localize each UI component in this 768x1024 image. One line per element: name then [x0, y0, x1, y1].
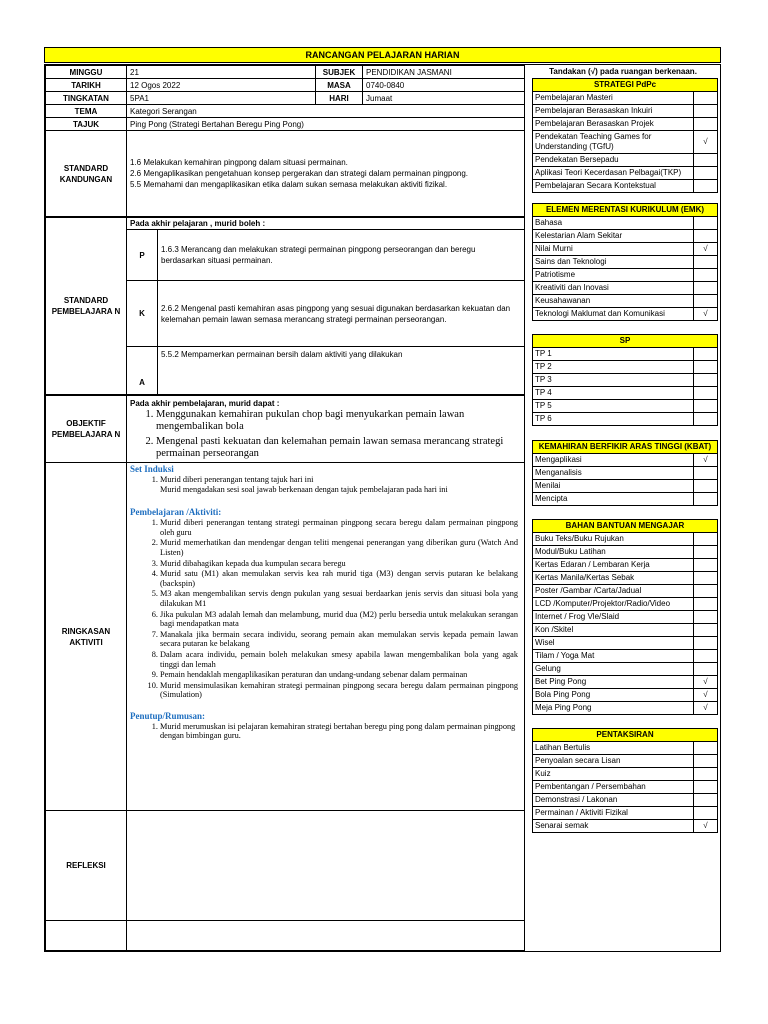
- checklist-item-label: TP 6: [533, 413, 694, 426]
- checklist-row: [533, 663, 718, 676]
- subjek-value: PENDIDIKAN JASMANI: [363, 66, 525, 79]
- checklist-row: [533, 650, 718, 663]
- checkmark-cell[interactable]: [693, 387, 717, 400]
- aktiviti-list: [130, 518, 518, 700]
- ringkasan-label: RINGKASAN AKTIVITI: [46, 463, 127, 811]
- standard-kandungan-text: 1.6 Melakukan kemahiran pingpong dalam situasi permainan. 2.6 Mengaplikasikan pengetahuan konsep pergerakan dan strategi dalam permainan pingpong. 5.5 Memahami dan mengaplikasikan etika dalam sukan semasa melakukan aktiviti fizikal.: [127, 131, 525, 217]
- penutup-item: 1. Murid merumuskan isi pelajaran kemahiran strategi bertahan beregu ping pong dalam permainan pingpong dengan bimbingan guru.: [160, 722, 518, 741]
- checklist-row: [533, 742, 718, 755]
- objektif-label: OBJEKTIF PEMBELAJARA N: [46, 396, 127, 463]
- checklist-heading: STRATEGI PdPc: [533, 79, 718, 92]
- checklist-row: [533, 480, 718, 493]
- checklist-item-label: Nilai Murni: [533, 243, 694, 256]
- checklist-item-label: Buku Teks/Buku Rujukan: [533, 533, 694, 546]
- checklist-row: [533, 794, 718, 807]
- checkmark-cell[interactable]: [693, 559, 717, 572]
- checklist-table: [532, 519, 718, 715]
- checklist-item-label: Sains dan Teknologi: [533, 256, 694, 269]
- checklist-item-label: TP 2: [533, 361, 694, 374]
- checklist-table: [532, 78, 718, 193]
- aktiviti-item: 2. Murid memerhatikan dan mendengar dengan teliti mengenai penerangan yang diberikan guru (Watch And Listen): [160, 538, 518, 557]
- checklist-item-label: TP 3: [533, 374, 694, 387]
- checklist-row: [533, 689, 718, 702]
- checkmark-cell[interactable]: √: [694, 820, 718, 833]
- checkmark-cell[interactable]: [693, 637, 717, 650]
- subjek-label: SUBJEK: [316, 66, 363, 79]
- checklist-row: [533, 611, 718, 624]
- checkmark-cell[interactable]: [694, 794, 718, 807]
- checklist-row: [533, 348, 718, 361]
- checkmark-cell[interactable]: [694, 755, 718, 768]
- checklist-row: [533, 308, 718, 321]
- empty-cell: [46, 921, 127, 951]
- tingkatan-label: TINGKATAN: [46, 92, 127, 105]
- checklist-row: [533, 387, 718, 400]
- checklist-row: [533, 807, 718, 820]
- checklist-row: [533, 781, 718, 794]
- checklist-item-label: Bet Ping Pong: [533, 676, 694, 689]
- minggu-value: 21: [127, 66, 316, 79]
- lesson-plan-frame: [44, 64, 721, 952]
- sp-text-p: 1.6.3 Merancang dan melakukan strategi permainan pingpong perseorangan dan beregu berdasarkan situasi permainan.: [158, 230, 525, 281]
- standard-pembelajaran-intro: Pada akhir pelajaran , murid boleh :: [127, 218, 525, 230]
- checkmark-cell[interactable]: [694, 118, 718, 131]
- checklist-item-label: Menilai: [533, 480, 694, 493]
- aktiviti-heading: Pembelajaran /Aktiviti:: [130, 507, 222, 518]
- checklist-item-label: Mengaplikasi: [533, 454, 694, 467]
- kbat-section: [525, 440, 721, 506]
- checklist-row: [533, 374, 718, 387]
- checkmark-cell[interactable]: [693, 361, 717, 374]
- checklist-sidebar: [525, 65, 721, 833]
- checkmark-cell[interactable]: [693, 572, 717, 585]
- checklist-row: [533, 585, 718, 598]
- checkmark-cell[interactable]: [694, 180, 718, 193]
- checklist-item-label: Teknologi Maklumat dan Komunikasi: [533, 308, 694, 321]
- checklist-item-label: Gelung: [533, 663, 694, 676]
- checklist-row: [533, 546, 718, 559]
- checklist-row: [533, 180, 718, 193]
- checklist-heading: BAHAN BANTUAN MENGAJAR: [533, 520, 718, 533]
- checklist-item-label: TP 4: [533, 387, 694, 400]
- checklist-item-label: Pembelajaran Masteri: [533, 92, 694, 105]
- checklist-table: [532, 334, 718, 426]
- masa-value: 0740-0840: [363, 79, 525, 92]
- checkmark-cell[interactable]: [693, 663, 717, 676]
- checkmark-cell[interactable]: √: [693, 243, 717, 256]
- checkmark-cell[interactable]: √: [693, 702, 717, 715]
- induksi-list: [130, 475, 518, 494]
- document-title: RANCANGAN PELAJARAN HARIAN: [44, 47, 721, 63]
- checkmark-cell[interactable]: [694, 768, 718, 781]
- checkmark-cell[interactable]: [694, 493, 718, 506]
- checkmark-cell[interactable]: [693, 295, 717, 308]
- checklist-item-label: Poster /Gambar /Carta/Jadual: [533, 585, 694, 598]
- checklist-row: [533, 105, 718, 118]
- aktiviti-item: 3. Murid dibahagikan kepada dua kumpulan secara beregu: [160, 559, 518, 569]
- checklist-item-label: TP 5: [533, 400, 694, 413]
- checklist-item-label: Bahasa: [533, 217, 694, 230]
- sp-code-a: A: [127, 347, 158, 395]
- checklist-item-label: Latihan Bertulis: [533, 742, 694, 755]
- standard-pembelajaran-label: STANDARD PEMBELAJARA N: [46, 218, 127, 395]
- checklist-item-label: Pembelajaran Berasaskan Projek: [533, 118, 694, 131]
- checkmark-cell[interactable]: √: [693, 308, 717, 321]
- checkmark-cell[interactable]: [693, 400, 717, 413]
- checklist-item-label: Kertas Edaran / Lembaran Kerja: [533, 559, 694, 572]
- checklist-row: [533, 400, 718, 413]
- checkmark-cell[interactable]: [693, 230, 717, 243]
- emk-section: [525, 203, 721, 321]
- checkmark-cell[interactable]: [694, 480, 718, 493]
- checklist-row: [533, 493, 718, 506]
- checklist-item-label: Kelestarian Alam Sekitar: [533, 230, 694, 243]
- refleksi-field[interactable]: [127, 811, 525, 921]
- checklist-item-label: Pendekatan Teaching Games for Understanding (TGfU): [533, 131, 694, 154]
- checklist-row: [533, 533, 718, 546]
- checkmark-cell[interactable]: [693, 598, 717, 611]
- checklist-row: [533, 820, 718, 833]
- info-table: [45, 65, 525, 217]
- checklist-item-label: Pendekatan Bersepadu: [533, 154, 694, 167]
- checklist-item-label: Kuiz: [533, 768, 694, 781]
- checkmark-cell[interactable]: [693, 585, 717, 598]
- penutup-list: [130, 722, 518, 741]
- checkmark-cell[interactable]: [693, 348, 717, 361]
- checkmark-cell[interactable]: √: [694, 454, 718, 467]
- sp-text-a: 5.5.2 Mempamerkan permainan bersih dalam aktiviti yang dilakukan: [158, 347, 525, 395]
- checklist-row: [533, 572, 718, 585]
- checklist-row: [533, 559, 718, 572]
- objektif-intro: Pada akhir pembelajaran, murid dapat :: [130, 399, 280, 408]
- tajuk-value: Ping Pong (Strategi Bertahan Beregu Ping Pong): [127, 118, 525, 131]
- lesson-plan-page: [44, 47, 721, 870]
- sp-code-k: K: [127, 281, 158, 347]
- checkmark-cell[interactable]: [693, 624, 717, 637]
- checklist-row: [533, 269, 718, 282]
- checkmark-cell[interactable]: √: [693, 689, 717, 702]
- sp-code-p: P: [127, 230, 158, 281]
- tarikh-label: TARIKH: [46, 79, 127, 92]
- checklist-row: [533, 755, 718, 768]
- tarikh-value: 12 Ogos 2022: [127, 79, 316, 92]
- checkmark-cell[interactable]: [693, 611, 717, 624]
- masa-label: MASA: [316, 79, 363, 92]
- refleksi-extra-field[interactable]: [127, 921, 525, 951]
- checklist-item-label: Kertas Manila/Kertas Sebak: [533, 572, 694, 585]
- checklist-item-label: LCD /Komputer/Projektor/Radio/Video: [533, 598, 694, 611]
- checklist-row: [533, 676, 718, 689]
- sp-section: [525, 334, 721, 426]
- tingkatan-value: 5PA1: [127, 92, 316, 105]
- minggu-label: MINGGU: [46, 66, 127, 79]
- objektif-item: 1. Menggunakan kemahiran pukulan chop bagi menyukarkan pemain lawan mengembalikan bola: [156, 409, 521, 433]
- checkmark-cell[interactable]: [694, 781, 718, 794]
- checklist-row: [533, 702, 718, 715]
- sp-text-k: 2.6.2 Mengenal pasti kemahiran asas pingpong yang sesuai digunakan berdasarkan kekuatan dan kelemahan pemain lawan semasa merancang strategi permainan perseorangan.: [158, 281, 525, 347]
- objektif-item: 2. Mengenal pasti kekuatan dan kelemahan pemain lawan semasa merancang strategi permainan perseorangan: [156, 436, 521, 460]
- tema-label: TEMA: [46, 105, 127, 118]
- aktiviti-item: 4. Murid satu (M1) akan memulakan servis kea rah murid tiga (M3) dengan servis putaran ke belakang (backspin): [160, 569, 518, 588]
- checklist-item-label: Patriotisme: [533, 269, 694, 282]
- checklist-row: [533, 131, 718, 154]
- aktiviti-item: 7. Manakala jika bermain secara individu, seorang pemain akan memulakan servis kepada pemain lawan secara putaran ke belakang: [160, 630, 518, 649]
- penutup-heading: Penutup/Rumusan:: [130, 710, 206, 721]
- checklist-row: [533, 361, 718, 374]
- tema-value: Kategori Serangan: [127, 105, 525, 118]
- checkmark-cell[interactable]: [693, 413, 717, 426]
- checklist-row: [533, 598, 718, 611]
- checkmark-cell[interactable]: [693, 282, 717, 295]
- checklist-item-label: Bola Ping Pong: [533, 689, 694, 702]
- hari-label: HARI: [316, 92, 363, 105]
- checklist-table: [532, 728, 718, 833]
- checkmark-cell[interactable]: √: [694, 131, 718, 154]
- checklist-item-label: Pembentangan / Persembahan: [533, 781, 694, 794]
- checklist-item-label: Mencipta: [533, 493, 694, 506]
- checklist-row: [533, 154, 718, 167]
- checkmark-cell[interactable]: [694, 467, 718, 480]
- checklist-heading: KEMAHIRAN BERFIKIR ARAS TINGGI (KBAT): [533, 441, 718, 454]
- aktiviti-item: 10. Murid mensimulasikan kemahiran strategi permainan pingpong secara beregu dalam permainan pingpong (Simulation): [160, 681, 518, 700]
- main-section: [45, 65, 525, 951]
- objektif-list: [130, 409, 521, 460]
- checklist-item-label: Internet / Frog Vle/Slaid: [533, 611, 694, 624]
- checkmark-cell[interactable]: [694, 742, 718, 755]
- checkmark-cell[interactable]: [694, 167, 718, 180]
- checkmark-cell[interactable]: [693, 650, 717, 663]
- checkmark-cell[interactable]: √: [693, 676, 717, 689]
- aktiviti-item: 8. Dalam acara individu, pemain boleh melakukan smesy apabila lawan mengembalikan bola yang agak tinggi dan lemah: [160, 650, 518, 669]
- checklist-heading: ELEMEN MERENTASI KURIKULUM (EMK): [533, 204, 718, 217]
- checklist-row: [533, 118, 718, 131]
- aktiviti-item: 1. Murid diberi penerangan tentang strategi permainan pingpong secara beregu dalam permainan pingpong oleh guru: [160, 518, 518, 537]
- induksi-item: 1. Murid diberi penerangan tentang tajuk hari ini Murid mengadakan sesi soal jawab berkenaan dengan tajuk pembelajaran pada hari ini: [160, 475, 518, 494]
- checklist-row: [533, 295, 718, 308]
- checklist-row: [533, 282, 718, 295]
- checklist-item-label: Keusahawanan: [533, 295, 694, 308]
- checklist-item-label: Wisel: [533, 637, 694, 650]
- aktiviti-item: 5. M3 akan mengembalikan servis dengn pukulan yang sesuai berdaarkan jenis servis dan situasi bola yang dilakukan M1: [160, 589, 518, 608]
- checklist-item-label: Menganalisis: [533, 467, 694, 480]
- checklist-item-label: Pembelajaran Secara Kontekstual: [533, 180, 694, 193]
- checklist-item-label: Pembelajaran Berasaskan Inkuiri: [533, 105, 694, 118]
- checklist-row: [533, 167, 718, 180]
- standard-kandungan-label: STANDARD KANDUNGAN: [46, 131, 127, 217]
- checkmark-cell[interactable]: [694, 92, 718, 105]
- checklist-row: [533, 92, 718, 105]
- checklist-table: [532, 440, 718, 506]
- checklist-item-label: Tilam / Yoga Mat: [533, 650, 694, 663]
- checkmark-cell[interactable]: [693, 533, 717, 546]
- checklist-row: [533, 256, 718, 269]
- checklist-item-label: Senarai semak: [533, 820, 694, 833]
- checkmark-cell[interactable]: [693, 269, 717, 282]
- checklist-item-label: Aplikasi Teori Kecerdasan Pelbagai(TKP): [533, 167, 694, 180]
- strategi-section: [525, 78, 721, 193]
- objektif-table: [45, 395, 525, 951]
- checklist-item-label: Permainan / Aktiviti Fizikal: [533, 807, 694, 820]
- checklist-row: [533, 243, 718, 256]
- checklist-item-label: Meja Ping Pong: [533, 702, 694, 715]
- checkmark-cell[interactable]: [694, 105, 718, 118]
- aktiviti-item: 9. Pemain hendaklah mengaplikasikan peraturan dan undang-undang sebenar dalam permainan: [160, 670, 518, 680]
- checklist-note: Tandakan (√) pada ruangan berkenaan.: [549, 67, 697, 76]
- tajuk-label: TAJUK: [46, 118, 127, 131]
- bahan-section: [525, 519, 721, 715]
- hari-value: Jumaat: [363, 92, 525, 105]
- checklist-item-label: Penyoalan secara Lisan: [533, 755, 694, 768]
- checklist-row: [533, 413, 718, 426]
- checklist-row: [533, 217, 718, 230]
- checklist-table: [532, 203, 718, 321]
- checkmark-cell[interactable]: [693, 256, 717, 269]
- aktiviti-item: 6. Jika pukulan M3 adalah lemah dan melambung, murid dua (M2) perlu bersedia untuk melakukan serangan bagi mendapatkan mata: [160, 610, 518, 629]
- checklist-row: [533, 454, 718, 467]
- pentaksiran-section: [525, 728, 721, 833]
- checklist-item-label: TP 1: [533, 348, 694, 361]
- checklist-row: [533, 637, 718, 650]
- checklist-row: [533, 624, 718, 637]
- checklist-row: [533, 230, 718, 243]
- checklist-row: [533, 768, 718, 781]
- checklist-heading: PENTAKSIRAN: [533, 729, 718, 742]
- refleksi-label: REFLEKSI: [46, 811, 127, 921]
- checkmark-cell[interactable]: [694, 807, 718, 820]
- checklist-item-label: Kon /Skitel: [533, 624, 694, 637]
- checklist-row: [533, 467, 718, 480]
- checklist-item-label: Kreativiti dan Inovasi: [533, 282, 694, 295]
- checklist-heading: SP: [533, 335, 718, 348]
- checkmark-cell[interactable]: [693, 217, 717, 230]
- checkmark-cell[interactable]: [693, 374, 717, 387]
- standard-pembelajaran-table: [45, 217, 525, 395]
- checklist-item-label: Demonstrasi / Lakonan: [533, 794, 694, 807]
- checkmark-cell[interactable]: [694, 154, 718, 167]
- induksi-heading: Set Induksi: [130, 464, 174, 474]
- checklist-item-label: Modul/Buku Latihan: [533, 546, 694, 559]
- checkmark-cell[interactable]: [693, 546, 717, 559]
